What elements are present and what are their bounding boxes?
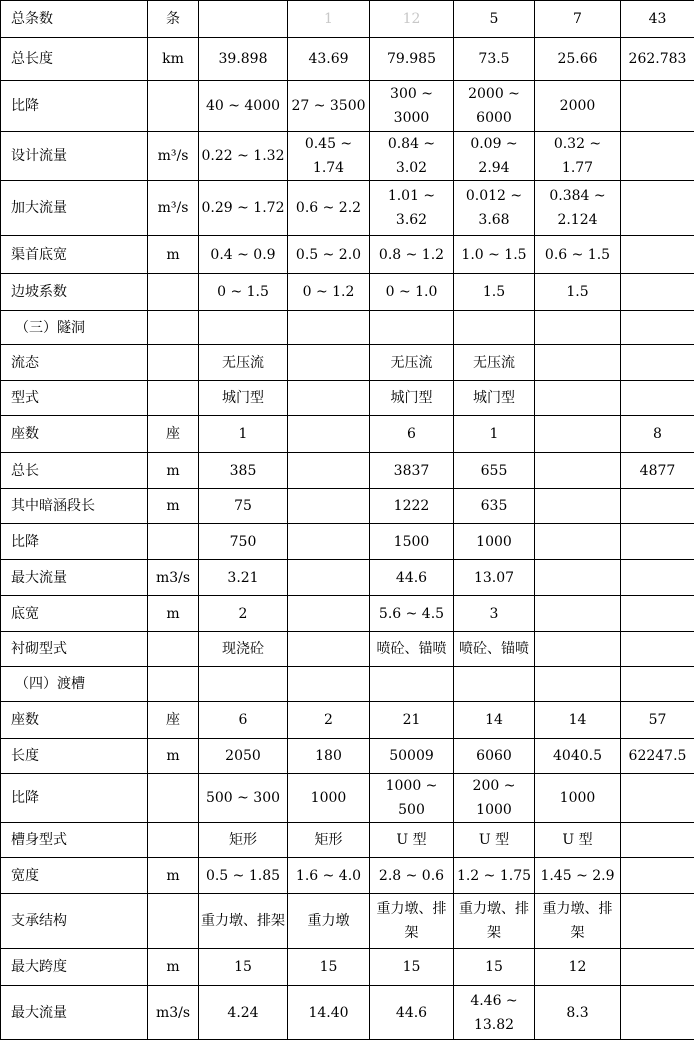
table-row [1,489,694,524]
empty-cell [370,667,454,702]
value-cell: 25.66 [535,38,621,81]
unit-cell [148,274,199,311]
value-cell [621,894,694,949]
value-cell: 79.985 [370,38,454,81]
value-cell: 40 ~ 4000 [199,81,288,132]
value-cell: 12 [370,1,454,38]
value-cell: 8 [621,416,694,453]
table-row [1,894,694,949]
row-label: 最大跨度 [1,949,148,986]
section-row [1,667,694,702]
table-row [1,345,694,381]
value-cell: 0.6 ~ 2.2 [288,181,370,236]
row-label: 设计流量 [1,132,148,181]
value-cell [535,596,621,632]
table-row [1,986,694,1040]
row-label: 比降 [1,524,148,560]
value-cell: 6 [370,416,454,453]
table-row [1,274,694,311]
table-row [1,81,694,132]
value-cell: 8.3 [535,986,621,1040]
value-cell: 0.6 ~ 1.5 [535,236,621,274]
value-cell [621,986,694,1040]
value-cell [621,596,694,632]
value-cell: 4877 [621,453,694,489]
value-cell: 2 [199,596,288,632]
value-cell: 1000 [535,774,621,823]
value-cell: 15 [370,949,454,986]
value-cell: 1.45 ~ 2.9 [535,858,621,894]
value-cell: 0.84 ~ 3.02 [370,132,454,181]
value-cell: 43.69 [288,38,370,81]
value-cell [621,524,694,560]
row-label: 边坡系数 [1,274,148,311]
value-cell [288,596,370,632]
table-row [1,416,694,453]
value-cell: 2050 [199,739,288,774]
value-cell [621,489,694,524]
value-cell: U 型 [370,823,454,858]
empty-cell [288,311,370,345]
value-cell [621,949,694,986]
value-cell: 城门型 [454,381,535,416]
row-label: 最大流量 [1,986,148,1040]
value-cell: 1000 [454,524,535,560]
table-body [1,1,694,1040]
value-cell: 1222 [370,489,454,524]
value-cell: 0.29 ~ 1.72 [199,181,288,236]
empty-cell [148,311,199,345]
unit-cell: m³/s [148,181,199,236]
empty-cell [148,667,199,702]
empty-cell [199,311,288,345]
value-cell: 43 [621,1,694,38]
unit-cell: km [148,38,199,81]
unit-cell [148,894,199,949]
value-cell: 3.21 [199,560,288,596]
unit-cell [148,524,199,560]
row-label: 支承结构 [1,894,148,949]
value-cell: 6 [199,702,288,739]
row-label: 渠首底宽 [1,236,148,274]
value-cell [621,181,694,236]
row-label: 型式 [1,381,148,416]
value-cell: 重力墩 [288,894,370,949]
table-row [1,632,694,667]
row-label: 座数 [1,702,148,739]
value-cell: 0.22 ~ 1.32 [199,132,288,181]
unit-cell: 条 [148,1,199,38]
value-cell: 无压流 [370,345,454,381]
value-cell [288,381,370,416]
value-cell: 44.6 [370,986,454,1040]
table-row [1,774,694,823]
value-cell: 0.5 ~ 1.85 [199,858,288,894]
value-cell: 300 ~ 3000 [370,81,454,132]
table-row [1,560,694,596]
value-cell [621,381,694,416]
row-label: 底宽 [1,596,148,632]
value-cell [535,560,621,596]
unit-cell [148,632,199,667]
value-cell: 62247.5 [621,739,694,774]
value-cell: 15 [454,949,535,986]
value-cell: 重力墩、排架 [199,894,288,949]
value-cell: 重力墩、排 架 [454,894,535,949]
unit-cell: m [148,739,199,774]
value-cell: 15 [288,949,370,986]
value-cell: 385 [199,453,288,489]
value-cell: 城门型 [370,381,454,416]
table-row [1,823,694,858]
unit-cell [148,345,199,381]
value-cell: 3837 [370,453,454,489]
empty-cell [535,311,621,345]
value-cell [288,345,370,381]
row-label: 座数 [1,416,148,453]
value-cell: 喷砼、锚喷 [454,632,535,667]
unit-cell [148,774,199,823]
unit-cell: m [148,596,199,632]
value-cell: 12 [535,949,621,986]
unit-cell: m [148,236,199,274]
value-cell: 27 ~ 3500 [288,81,370,132]
value-cell: 4.46 ~ 13.82 [454,986,535,1040]
value-cell: 4.24 [199,986,288,1040]
value-cell: 6060 [454,739,535,774]
unit-cell: 座 [148,702,199,739]
row-label: 加大流量 [1,181,148,236]
value-cell: 现浇砼 [199,632,288,667]
value-cell [288,416,370,453]
value-cell: 14 [454,702,535,739]
unit-cell: m3/s [148,560,199,596]
table-row [1,181,694,236]
value-cell [288,632,370,667]
value-cell: 1000 [288,774,370,823]
value-cell [199,1,288,38]
unit-cell: m3/s [148,986,199,1040]
empty-cell [199,667,288,702]
value-cell: 1.5 [535,274,621,311]
value-cell [621,560,694,596]
table-row [1,38,694,81]
value-cell: 13.07 [454,560,535,596]
value-cell: 1500 [370,524,454,560]
value-cell: 7 [535,1,621,38]
value-cell: 500 ~ 300 [199,774,288,823]
value-cell [288,453,370,489]
value-cell: 0 ~ 1.5 [199,274,288,311]
value-cell: 200 ~ 1000 [454,774,535,823]
value-cell: 5.6 ~ 4.5 [370,596,454,632]
value-cell: 0.4 ~ 0.9 [199,236,288,274]
value-cell: 21 [370,702,454,739]
unit-cell [148,81,199,132]
value-cell [621,858,694,894]
value-cell: 无压流 [199,345,288,381]
unit-cell: m [148,453,199,489]
section-row [1,311,694,345]
value-cell: 1.5 [454,274,535,311]
table-row [1,596,694,632]
value-cell: 0.09 ~ 2.94 [454,132,535,181]
value-cell: 城门型 [199,381,288,416]
value-cell [621,345,694,381]
value-cell [288,489,370,524]
value-cell: 0.384 ~ 2.124 [535,181,621,236]
value-cell [621,774,694,823]
value-cell: 50009 [370,739,454,774]
unit-cell: 座 [148,416,199,453]
empty-cell [288,667,370,702]
value-cell [621,132,694,181]
value-cell: 矩形 [199,823,288,858]
value-cell: 15 [199,949,288,986]
value-cell [535,381,621,416]
value-cell: 2 [288,702,370,739]
value-cell: 1.6 ~ 4.0 [288,858,370,894]
value-cell [621,274,694,311]
value-cell: 1000 ~ 500 [370,774,454,823]
row-label: 长度 [1,739,148,774]
row-label: 总长度 [1,38,148,81]
unit-cell: m [148,949,199,986]
value-cell [535,345,621,381]
value-cell: 0.32 ~ 1.77 [535,132,621,181]
value-cell: 1.2 ~ 1.75 [454,858,535,894]
value-cell: 喷砼、锚喷 [370,632,454,667]
value-cell [621,632,694,667]
table-row [1,132,694,181]
value-cell: U 型 [454,823,535,858]
value-cell: 5 [454,1,535,38]
value-cell: 75 [199,489,288,524]
value-cell: 0.45 ~ 1.74 [288,132,370,181]
empty-cell [621,667,694,702]
value-cell: 1.0 ~ 1.5 [454,236,535,274]
value-cell [621,236,694,274]
unit-cell: m³/s [148,132,199,181]
empty-cell [370,311,454,345]
unit-cell [148,381,199,416]
row-label: 最大流量 [1,560,148,596]
value-cell: 635 [454,489,535,524]
empty-cell [454,667,535,702]
value-cell: 1.01 ~ 3.62 [370,181,454,236]
value-cell: 重力墩、排 架 [370,894,454,949]
value-cell: 1 [288,1,370,38]
value-cell: 2000 ~ 6000 [454,81,535,132]
table-row [1,739,694,774]
value-cell: 矩形 [288,823,370,858]
unit-cell: m [148,489,199,524]
section-heading: （四）渡槽 [1,667,148,702]
value-cell [621,81,694,132]
table-row [1,453,694,489]
value-cell [621,823,694,858]
value-cell [535,416,621,453]
unit-cell: m [148,858,199,894]
value-cell [535,453,621,489]
table-row [1,858,694,894]
value-cell: 4040.5 [535,739,621,774]
value-cell [535,489,621,524]
value-cell: U 型 [535,823,621,858]
empty-cell [535,667,621,702]
value-cell: 0.012 ~ 3.68 [454,181,535,236]
value-cell: 2.8 ~ 0.6 [370,858,454,894]
value-cell: 14 [535,702,621,739]
value-cell [288,524,370,560]
value-cell: 0 ~ 1.0 [370,274,454,311]
value-cell [535,632,621,667]
row-label: 流态 [1,345,148,381]
table-row [1,381,694,416]
row-label: 比降 [1,774,148,823]
table-row [1,1,694,38]
value-cell: 1 [454,416,535,453]
row-label: 比降 [1,81,148,132]
empty-cell [621,311,694,345]
value-cell: 0 ~ 1.2 [288,274,370,311]
value-cell: 39.898 [199,38,288,81]
value-cell: 73.5 [454,38,535,81]
value-cell: 57 [621,702,694,739]
table-row [1,236,694,274]
row-label: 宽度 [1,858,148,894]
value-cell: 3 [454,596,535,632]
value-cell: 无压流 [454,345,535,381]
row-label: 总长 [1,453,148,489]
value-cell: 14.40 [288,986,370,1040]
section-heading: （三）隧洞 [1,311,148,345]
value-cell: 44.6 [370,560,454,596]
value-cell: 180 [288,739,370,774]
table-row [1,524,694,560]
value-cell: 1 [199,416,288,453]
value-cell: 0.5 ~ 2.0 [288,236,370,274]
empty-cell [454,311,535,345]
value-cell [535,524,621,560]
row-label: 其中暗涵段长 [1,489,148,524]
value-cell: 重力墩、排 架 [535,894,621,949]
row-label: 总条数 [1,1,148,38]
table-row [1,702,694,739]
value-cell: 655 [454,453,535,489]
row-label: 衬砌型式 [1,632,148,667]
value-cell: 0.8 ~ 1.2 [370,236,454,274]
row-label: 槽身型式 [1,823,148,858]
unit-cell [148,823,199,858]
table-row [1,949,694,986]
value-cell [288,560,370,596]
value-cell: 750 [199,524,288,560]
value-cell: 262.783 [621,38,694,81]
value-cell: 2000 [535,81,621,132]
